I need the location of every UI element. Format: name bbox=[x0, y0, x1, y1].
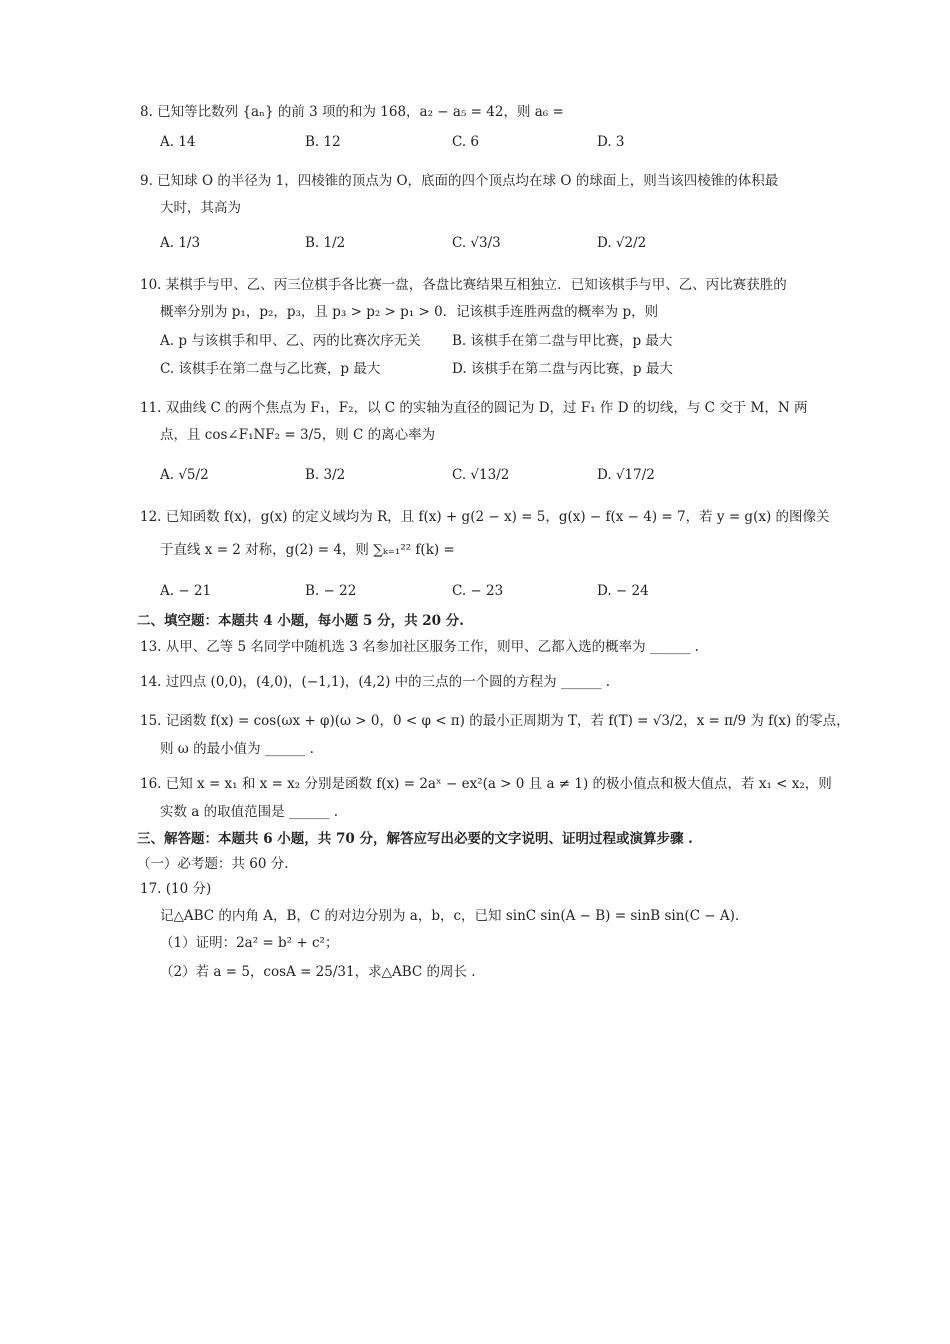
q10-option-b: B. 该棋手在第二盘与甲比赛，p 最大 bbox=[452, 333, 673, 349]
question-12-stem-line2: 于直线 x = 2 对称，g(2) = 4，则 ∑ₖ₌₁²² f(k) = bbox=[160, 542, 455, 558]
q11-option-a: A. √5/2 bbox=[160, 467, 209, 483]
question-17-part1: （1）证明：2a² = b² + c²； bbox=[160, 935, 339, 951]
q10-option-a: A. p 与该棋手和甲、乙、丙的比赛次序无关 bbox=[160, 333, 421, 349]
question-11-stem-line2: 点，且 cos∠F₁NF₂ = 3/5，则 C 的离心率为 bbox=[160, 427, 436, 443]
section-2-heading: 二、填空题：本题共 4 小题，每小题 5 分，共 20 分. bbox=[137, 613, 464, 629]
q9-option-a: A. 1/3 bbox=[160, 235, 201, 251]
q9-option-b: B. 1/2 bbox=[305, 235, 346, 251]
question-11-stem-line1: 11. 双曲线 C 的两个焦点为 F₁，F₂，以 C 的实轴为直径的圆记为 D，过 F₁ 作 D 的切线，与 C 交于 M，N 两 bbox=[140, 400, 808, 416]
question-16-line1: 16. 已知 x = x₁ 和 x = x₂ 分别是函数 f(x) = 2aˣ − ex²(a > 0 且 a ≠ 1) 的极小值点和极大值点，若 x₁ < x₂，则 bbox=[140, 776, 832, 792]
q11-option-b: B. 3/2 bbox=[305, 467, 346, 483]
question-8-stem: 8. 已知等比数列 {aₙ} 的前 3 项的和为 168，a₂ − a₅ = 42，则 a₆ = bbox=[140, 104, 564, 120]
q12-option-d: D. − 24 bbox=[597, 583, 649, 599]
question-13: 13. 从甲、乙等 5 名同学中随机选 3 名参加社区服务工作，则甲、乙都入选的概率为 ______ . bbox=[140, 639, 699, 655]
q8-option-b: B. 12 bbox=[305, 134, 341, 150]
subsection-required: （一）必考题：共 60 分. bbox=[137, 856, 289, 872]
q8-option-c: C. 6 bbox=[452, 134, 480, 150]
section-3-heading: 三、解答题：本题共 6 小题，共 70 分，解答应写出必要的文字说明、证明过程或演算步骤 . bbox=[137, 831, 693, 847]
question-10-stem-line2: 概率分别为 p₁，p₂，p₃，且 p₃ > p₂ > p₁ > 0．记该棋手连胜两盘的概率为 p，则 bbox=[160, 304, 659, 320]
q9-option-d: D. √2/2 bbox=[597, 235, 647, 251]
question-9-stem-line1: 9. 已知球 O 的半径为 1，四棱锥的顶点为 O，底面的四个顶点均在球 O 的球面上，则当该四棱锥的体积最 bbox=[140, 173, 779, 189]
question-17-stem: 记△ABC 的内角 A，B，C 的对边分别为 a，b，c，已知 sinC sin(A − B) = sinB sin(C − A). bbox=[160, 908, 740, 924]
q12-option-b: B. − 22 bbox=[305, 583, 357, 599]
question-16-line2: 实数 a 的取值范围是 ______ . bbox=[160, 804, 339, 820]
q9-option-c: C. √3/3 bbox=[452, 235, 501, 251]
question-15-line2: 则 ω 的最小值为 ______ . bbox=[160, 741, 314, 757]
question-14: 14. 过四点 (0,0)，(4,0)，(−1,1)，(4,2) 中的三点的一个圆的方程为 ______ . bbox=[140, 674, 611, 690]
q10-option-d: D. 该棋手在第二盘与丙比赛，p 最大 bbox=[452, 361, 673, 377]
q11-option-c: C. √13/2 bbox=[452, 467, 510, 483]
q10-option-c: C. 该棋手在第二盘与乙比赛，p 最大 bbox=[160, 361, 381, 377]
q8-option-d: D. 3 bbox=[597, 134, 625, 150]
q12-option-a: A. − 21 bbox=[160, 583, 212, 599]
q8-option-a: A. 14 bbox=[160, 134, 196, 150]
question-17-part2: （2）若 a = 5，cosA = 25/31，求△ABC 的周长 . bbox=[160, 964, 476, 980]
question-17-header: 17. (10 分) bbox=[140, 881, 212, 897]
question-15-line1: 15. 记函数 f(x) = cos(ωx + φ)(ω > 0，0 < φ < π) 的最小正周期为 T，若 f(T) = √3/2，x = π/9 为 f(x) 的零点， bbox=[140, 713, 850, 729]
q12-option-c: C. − 23 bbox=[452, 583, 504, 599]
question-9-stem-line2: 大时，其高为 bbox=[160, 200, 241, 216]
q11-option-d: D. √17/2 bbox=[597, 467, 655, 483]
question-12-stem-line1: 12. 已知函数 f(x)，g(x) 的定义域均为 R，且 f(x) + g(2 − x) = 5，g(x) − f(x − 4) = 7，若 y = g(x) 的图像关 bbox=[140, 509, 830, 525]
question-10-stem-line1: 10. 某棋手与甲、乙、丙三位棋手各比赛一盘，各盘比赛结果互相独立．已知该棋手与甲、乙、丙比赛获胜的 bbox=[140, 277, 787, 293]
